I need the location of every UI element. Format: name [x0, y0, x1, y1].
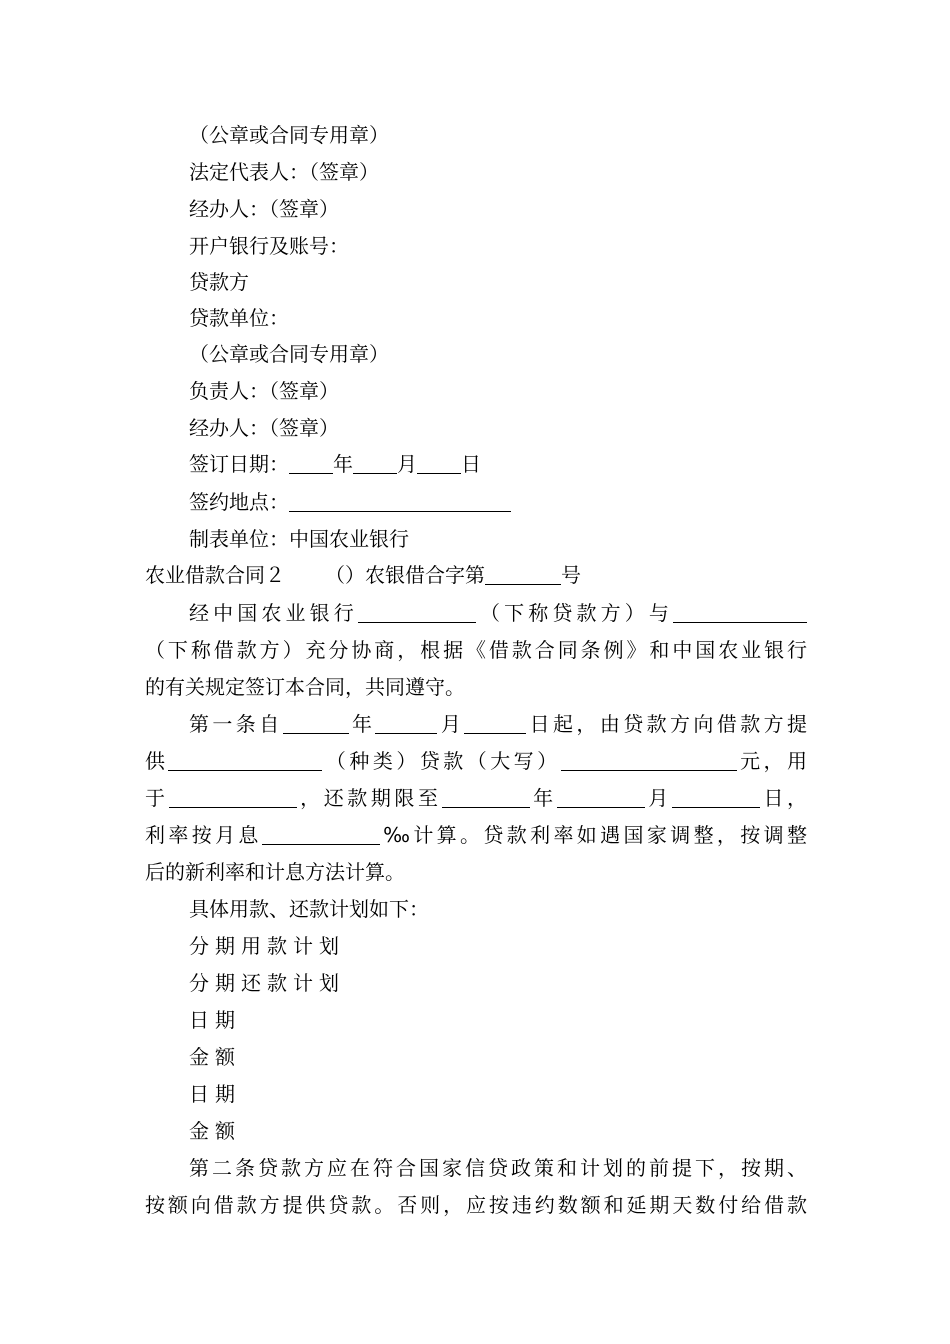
- article2-line-1: 第二条贷款方应在符合国家信贷政策和计划的前提下，按期、: [189, 1156, 807, 1180]
- loan-amount-blank: [561, 746, 737, 771]
- interest-rate-blank: [262, 820, 380, 845]
- seal-line-1: （公章或合同专用章）: [189, 123, 389, 147]
- article1-line-2: 供 （种类）贷款（大写） 元，用: [145, 743, 807, 780]
- date-label-1: 日期: [189, 1008, 241, 1032]
- legal-representative-line: 法定代表人：（签章）: [189, 160, 379, 184]
- day-blank: [417, 449, 461, 474]
- seal-line-2: （公章或合同专用章）: [189, 342, 389, 366]
- contract-title: 农业借款合同２: [145, 563, 285, 587]
- lender-unit-line: 贷款单位：: [189, 306, 289, 330]
- year-blank: [289, 449, 333, 474]
- contract-title-line: 农业借款合同２ （）农银借合字第 号: [145, 557, 807, 594]
- borrower-name-blank: [673, 598, 807, 623]
- article1-line-1: 第一条自 年 月 日起，由贷款方向借款方提: [145, 706, 807, 743]
- lender-heading: 贷款方: [189, 270, 249, 294]
- article1-line-3: 于 ，还款期限至 年 月 日，: [145, 780, 807, 817]
- bank-account-line: 开户银行及账号：: [189, 234, 349, 258]
- loan-type-blank: [168, 746, 322, 771]
- sign-date-line: 签订日期： 年 月 日: [145, 446, 807, 483]
- article2-line-2: 按额向借款方提供贷款。否则，应按违约数额和延期天数付给借款: [145, 1193, 807, 1217]
- due-day-blank: [672, 783, 760, 808]
- start-year-blank: [283, 709, 349, 734]
- date-label-2: 日期: [189, 1082, 241, 1106]
- article1-line-5: 后的新利率和计息方法计算。: [145, 860, 405, 884]
- loan-purpose-blank: [169, 783, 297, 808]
- intro-line-2: （下称借款方）充分协商，根据《借款合同条例》和中国农业银行: [145, 638, 807, 662]
- plan-use-heading: 分期用款计划: [189, 934, 345, 958]
- due-year-blank: [442, 783, 530, 808]
- sign-place-line: 签约地点：: [145, 484, 807, 521]
- responsible-person-line: 负责人：（签章）: [189, 379, 339, 403]
- contract-number-blank: [485, 560, 561, 585]
- intro-line-1: 经中国农业银行 （下称贷款方）与: [145, 595, 807, 632]
- plan-intro-line: 具体用款、还款计划如下：: [189, 897, 429, 921]
- handler-line-2: 经办人：（签章）: [189, 416, 339, 440]
- amount-label-2: 金额: [189, 1119, 241, 1143]
- lender-name-blank: [358, 598, 476, 623]
- start-month-blank: [375, 709, 437, 734]
- made-by-line: 制表单位：中国农业银行: [189, 527, 409, 551]
- sign-place-blank: [289, 487, 511, 512]
- due-month-blank: [557, 783, 645, 808]
- article1-line-4: 利率按月息 ‰计算。贷款利率如遇国家调整，按调整: [145, 817, 807, 854]
- month-blank: [353, 449, 397, 474]
- amount-label-1: 金额: [189, 1045, 241, 1069]
- handler-line-1: 经办人：（签章）: [189, 197, 339, 221]
- plan-repay-heading: 分期还款计划: [189, 971, 345, 995]
- intro-line-3: 的有关规定签订本合同，共同遵守。: [145, 675, 465, 699]
- start-day-blank: [464, 709, 526, 734]
